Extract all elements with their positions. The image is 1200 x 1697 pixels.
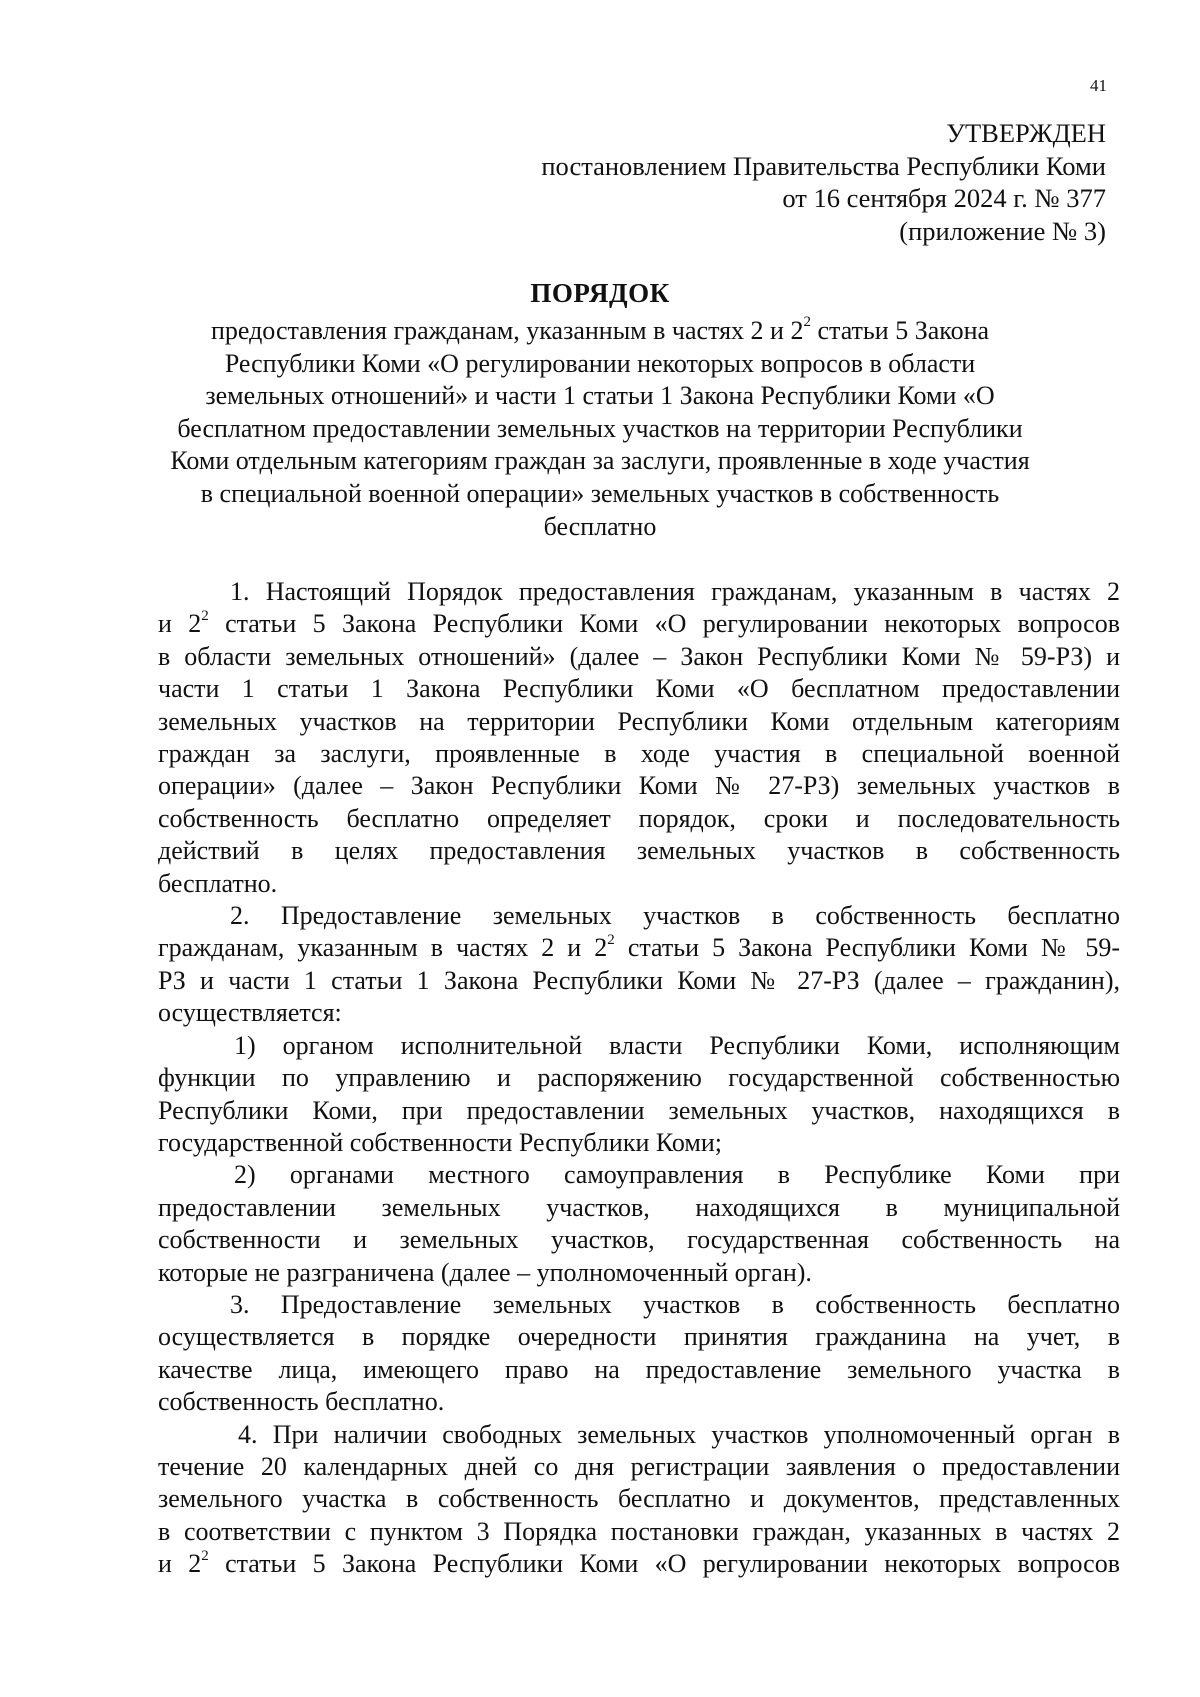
paragraph-p2-1 — [158, 1030, 1120, 1160]
subtitle-line — [140, 511, 1060, 544]
approval-stamp-block — [541, 117, 1106, 247]
subtitle-line — [140, 380, 1060, 413]
text-run: статьи 5 Закона Республики Коми «О регулировании некоторых вопросов — [208, 1549, 1120, 1579]
text-run: операции» (далее – Закон Республики Коми № 27-РЗ) земельных участков в — [158, 771, 1120, 801]
text-run: собственности и земельных участков, государственная собственность на — [158, 1225, 1120, 1255]
text-run: РЗ и части 1 статьи 1 Закона Республики Коми № 27-РЗ (далее – гражданин), — [158, 965, 1120, 995]
approval-line: постановлением Правительства Республики Коми — [541, 150, 1106, 181]
text-run: 1. Настоящий Порядок предоставления гражданам, указанным в частях 2 — [230, 577, 1120, 606]
text-run: качестве лица, имеющего право на предоставление земельного участка в — [158, 1354, 1120, 1384]
paragraph-line — [158, 1257, 1120, 1289]
text-run: статьи 5 Закона Республики Коми № 59- — [614, 933, 1120, 963]
subtitle-line — [140, 348, 1060, 381]
text-run: бесплатном предоставлении земельных участков на территории Республики — [177, 413, 1023, 443]
approval-line: (приложение № 3) — [899, 215, 1106, 246]
document-subtitle — [140, 315, 1060, 543]
text-run: земельных отношений» и части 1 статьи 1 Закона Республики Коми «О — [205, 381, 995, 411]
subtitle-line — [140, 315, 1060, 348]
paragraph-line — [158, 932, 1120, 964]
paragraph-line — [158, 738, 1120, 770]
text-run: 3. Предоставление земельных участков в собственность бесплатно — [230, 1289, 1120, 1319]
text-run: 2. Предоставление земельных участков в собственность бесплатно — [230, 901, 1120, 931]
paragraph-p1 — [158, 576, 1120, 900]
paragraph-line — [158, 1062, 1120, 1094]
text-run: течение 20 календарных дней со дня регистрации заявления о предоставлении — [158, 1451, 1120, 1481]
document-heading — [140, 277, 1060, 543]
superscript: 2 — [201, 607, 209, 624]
paragraph-line — [158, 1192, 1120, 1224]
document-body — [158, 576, 1120, 1581]
text-run: собственность бесплатно определяет порядок, сроки и последовательность — [158, 803, 1120, 833]
text-run: статьи 5 Закона Республики Коми «О регулировании некоторых вопросов — [208, 609, 1120, 639]
paragraph-line — [158, 1224, 1120, 1256]
paragraph-line — [158, 1548, 1120, 1580]
superscript: 2 — [201, 1547, 209, 1564]
text-run: и 2 — [158, 1549, 202, 1579]
paragraph-line — [158, 1321, 1120, 1353]
text-run: Республики Коми «О регулировании некоторых вопросов в области — [224, 348, 976, 378]
paragraph-line — [158, 965, 1120, 997]
text-run: предоставления гражданам, указанным в частях 2 и 2 — [210, 316, 804, 345]
text-run: бесплатно — [543, 511, 657, 541]
approval-line: от 16 сентября 2024 г. № 377 — [782, 183, 1106, 213]
text-run: осуществляется: — [158, 998, 342, 1028]
text-run: земельного участка в собственность бесплатно и документов, представленных — [158, 1484, 1120, 1514]
text-run: собственность бесплатно. — [158, 1387, 445, 1417]
paragraph-line — [158, 803, 1120, 835]
document-title: ПОРЯДОК — [530, 278, 670, 308]
text-run: которые не разграничена (далее – уполномоченный орган). — [158, 1257, 812, 1287]
superscript: 2 — [803, 314, 811, 331]
text-run: Коми отдельным категориям граждан за заслуги, проявленные в ходе участия — [170, 446, 1030, 476]
text-run: осуществляется в порядке очередности принятия гражданина на учет, в — [158, 1322, 1120, 1352]
text-run: в соответствии с пунктом 3 Порядка постановки граждан, указанных в частях 2 — [158, 1516, 1120, 1546]
subtitle-line — [140, 413, 1060, 446]
paragraph-line — [158, 1289, 1120, 1321]
text-run: в области земельных отношений» (далее – Закон Республики Коми № 59-РЗ) и — [158, 641, 1120, 671]
text-run: Республики Коми, при предоставлении земельных участков, находящихся в — [158, 1095, 1120, 1125]
paragraph-line — [158, 1451, 1120, 1483]
paragraph-p2-2 — [158, 1159, 1120, 1289]
text-run: 1) органом исполнительной власти Республики Коми, исполняющим — [234, 1030, 1120, 1060]
superscript: 2 — [607, 931, 615, 948]
text-run: 2) органами местного самоуправления в Республике Коми при — [234, 1160, 1120, 1190]
text-run: 4. При наличии свободных земельных участков уполномоченный орган в — [238, 1419, 1120, 1449]
paragraph-line — [158, 641, 1120, 673]
paragraph-line — [158, 1516, 1120, 1548]
paragraph-line — [158, 1127, 1120, 1159]
text-run: бесплатно. — [158, 868, 278, 898]
paragraph-line — [158, 1354, 1120, 1386]
paragraph-line — [158, 1386, 1120, 1418]
text-run: действий в целях предоставления земельных участков в собственность — [158, 836, 1120, 866]
paragraph-p2 — [158, 900, 1120, 1030]
text-run: граждан за заслуги, проявленные в ходе участия в специальной военной — [158, 739, 1120, 769]
text-run: земельных участков на территории Республики Коми отдельным категориям — [158, 706, 1120, 736]
text-run: гражданам, указанным в частях 2 и 2 — [158, 933, 608, 963]
paragraph-line — [158, 673, 1120, 705]
approval-line: УТВЕРЖДЕН — [946, 118, 1106, 148]
paragraph-line — [158, 868, 1120, 900]
subtitle-line — [140, 445, 1060, 478]
paragraph-line — [158, 1095, 1120, 1127]
paragraph-line — [158, 835, 1120, 867]
subtitle-line — [140, 478, 1060, 511]
paragraph-line — [158, 1419, 1120, 1451]
text-run: статьи 5 Закона — [810, 316, 990, 345]
text-run: государственной собственности Республики Коми; — [158, 1127, 723, 1157]
paragraph-line — [158, 900, 1120, 932]
paragraph-line — [158, 608, 1120, 640]
paragraph-line — [158, 997, 1120, 1029]
paragraph-line — [158, 1159, 1120, 1191]
page-number: 41 — [1090, 76, 1107, 95]
text-run: в специальной военной операции» земельных участков в собственность — [200, 478, 1000, 508]
paragraph-p3 — [158, 1289, 1120, 1419]
text-run: и 2 — [158, 609, 202, 639]
text-run: предоставлении земельных участков, находящихся в муниципальной — [158, 1192, 1120, 1222]
paragraph-line — [158, 770, 1120, 802]
paragraph-line — [158, 1483, 1120, 1515]
paragraph-line — [158, 706, 1120, 738]
text-run: функции по управлению и распоряжению государственной собственностью — [158, 1063, 1120, 1093]
text-run: части 1 статьи 1 Закона Республики Коми «О бесплатном предоставлении — [158, 674, 1120, 704]
paragraph-line — [158, 576, 1120, 608]
paragraph-p4 — [158, 1419, 1120, 1581]
paragraph-line — [158, 1030, 1120, 1062]
